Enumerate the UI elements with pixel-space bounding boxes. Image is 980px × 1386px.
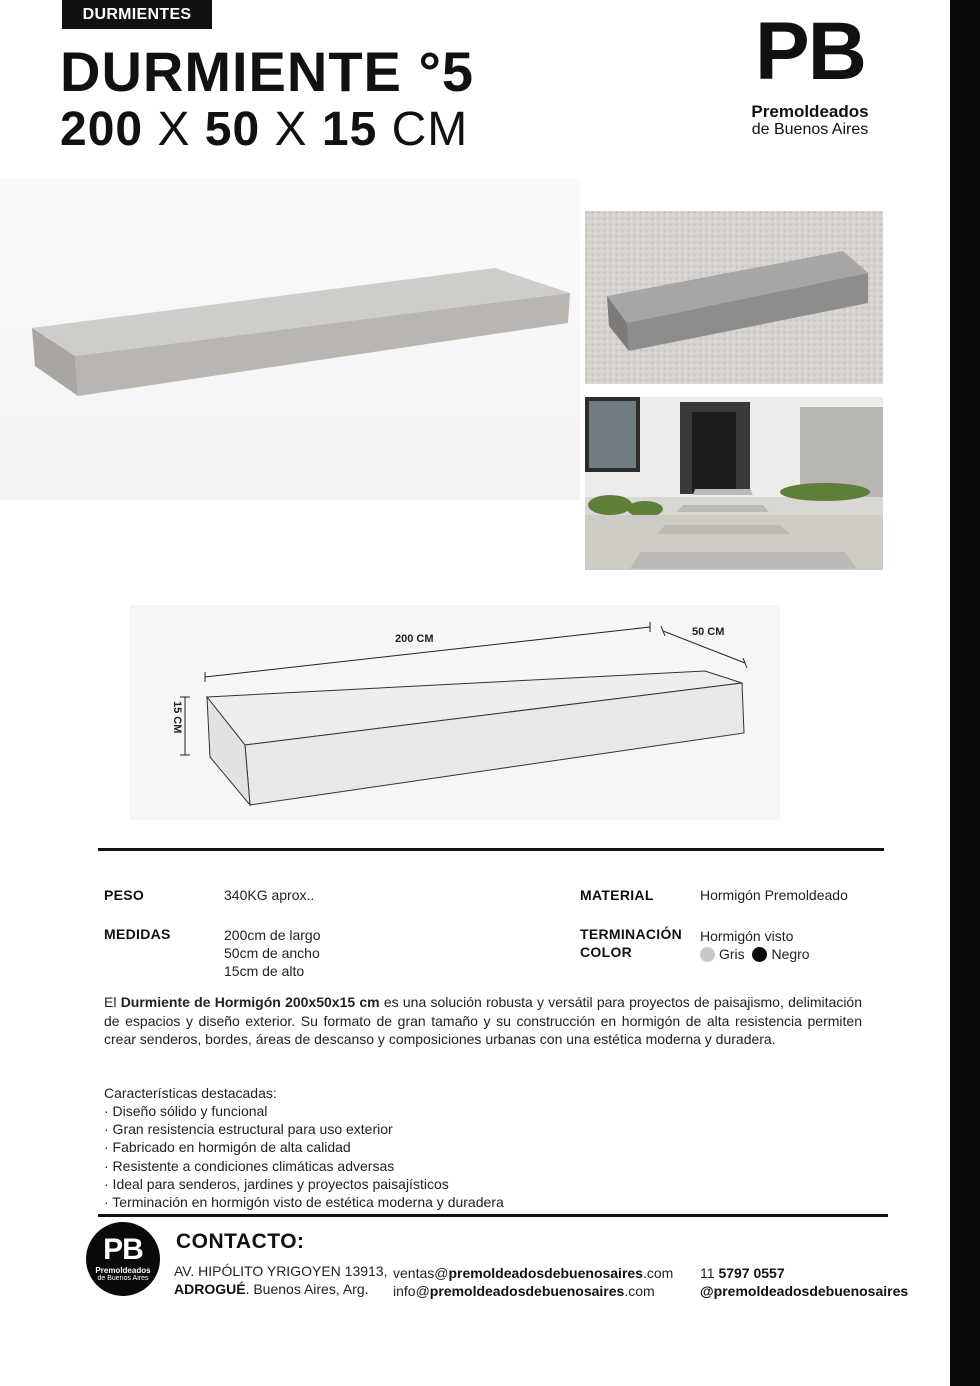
dim-width: 50: [204, 103, 261, 156]
contact-logo-mark: PB: [103, 1233, 143, 1266]
swatch-negro: [752, 947, 767, 962]
description-body: es una solución robusta y versátil para proyectos de paisajismo, delimitación de espacios y diseño exterior. Su formato de gran tamaño y su construcción en hormigón de alta resistencia permiten crear senderos, bordes, áreas de descanso y composiciones urbanas con una estética moderna y duradera.: [104, 994, 863, 1047]
dimension-diagram: [130, 605, 780, 820]
address-city: ADROGUÉ: [174, 1281, 246, 1297]
spec-weight-value: 340KG aprox..: [224, 887, 315, 903]
section-divider: [98, 848, 884, 851]
phone[interactable]: [700, 1264, 785, 1282]
dim-separator: X: [274, 103, 308, 156]
phone-prefix: 11: [700, 1265, 719, 1281]
diagram-length-label: 200 CM: [395, 633, 434, 645]
dim-unit: CM: [391, 103, 469, 156]
dim-height: 15: [321, 103, 378, 156]
feature-item: · Resistente a condiciones climáticas adversas: [104, 1157, 395, 1174]
spec-size-label: MEDIDAS: [104, 926, 171, 942]
address-region: . Buenos Aires, Arg.: [245, 1281, 369, 1297]
social-handle[interactable]: [700, 1282, 908, 1300]
spec-size-width: 50cm de ancho: [224, 945, 320, 961]
swatch-gris: [700, 947, 715, 962]
brand-logo: [730, 6, 890, 162]
spec-weight-label: PESO: [104, 887, 145, 903]
spec-size-height: 15cm de alto: [224, 963, 305, 979]
feature-item: · Terminación en hormigón visto de estética moderna y duradera: [104, 1194, 504, 1211]
dim-separator: X: [157, 103, 191, 156]
description-prefix: El: [104, 994, 121, 1010]
email-info-user: info@: [393, 1283, 430, 1299]
contact-logo-line2: de Buenos Aires: [97, 1275, 149, 1282]
email-ventas[interactable]: [393, 1264, 673, 1282]
contact-logo: [86, 1222, 160, 1296]
swatch-gris-label: Gris: [719, 946, 745, 962]
email-ventas-tld: .com: [642, 1265, 674, 1281]
dimensions-heading: [60, 102, 468, 158]
email-info[interactable]: [393, 1282, 655, 1300]
spec-size-length: 200cm de largo: [224, 927, 321, 943]
feature-item: · Diseño sólido y funcional: [104, 1103, 268, 1119]
features-list: [104, 1102, 504, 1211]
feature-item: · Ideal para senderos, jardines y proyectos paisajísticos: [104, 1175, 449, 1192]
address-line2: [174, 1280, 369, 1298]
features-heading: Características destacadas:: [104, 1085, 277, 1101]
brand-name-line1: Premoldeados: [751, 102, 869, 121]
spec-material-value: Hormigón Premoldeado: [700, 887, 848, 903]
email-ventas-domain: premoldeadosdebuenosaires: [448, 1265, 643, 1281]
email-info-domain: premoldeadosdebuenosaires: [429, 1283, 625, 1299]
product-photo-main: [0, 178, 580, 500]
spec-finish-value: Hormigón visto: [700, 928, 794, 944]
page-edge-bar: [950, 0, 980, 1386]
contact-divider: [98, 1214, 888, 1217]
email-ventas-user: ventas@: [393, 1265, 449, 1281]
dim-length: 200: [60, 103, 144, 156]
swatch-negro-label: Negro: [771, 946, 810, 962]
address-line1: AV. HIPÓLITO YRIGOYEN 13913,: [174, 1263, 388, 1279]
product-description: [104, 993, 862, 1049]
feature-item: · Gran resistencia estructural para uso exterior: [104, 1121, 393, 1138]
brand-name-line2: de Buenos Aires: [751, 121, 869, 138]
spec-finish-label: TERMINACIÓN: [580, 926, 683, 942]
social-handle-text: @premoldeadosdebuenosaires: [700, 1283, 909, 1299]
spec-material-label: MATERIAL: [580, 887, 654, 903]
brand-mark: PB: [755, 6, 865, 97]
diagram-height-label: 15 CM: [171, 701, 183, 734]
email-info-tld: .com: [624, 1283, 655, 1299]
product-photo-pathway: [585, 397, 883, 570]
description-product-name: Durmiente de Hormigón 200x50x15 cm: [120, 994, 380, 1010]
contact-logo-line1: Premoldeados: [95, 1266, 151, 1275]
category-tag: DURMIENTES: [62, 0, 212, 29]
spec-color-label: COLOR: [580, 944, 633, 960]
phone-number: 5797 0557: [718, 1265, 785, 1281]
contact-title: CONTACTO:: [176, 1230, 305, 1253]
product-photo-gravel: [585, 211, 883, 384]
feature-item: · Fabricado en hormigón de alta calidad: [104, 1139, 351, 1156]
diagram-width-label: 50 CM: [692, 626, 725, 638]
page-title: DURMIENTE °5: [60, 40, 474, 103]
color-swatches: [700, 945, 810, 963]
